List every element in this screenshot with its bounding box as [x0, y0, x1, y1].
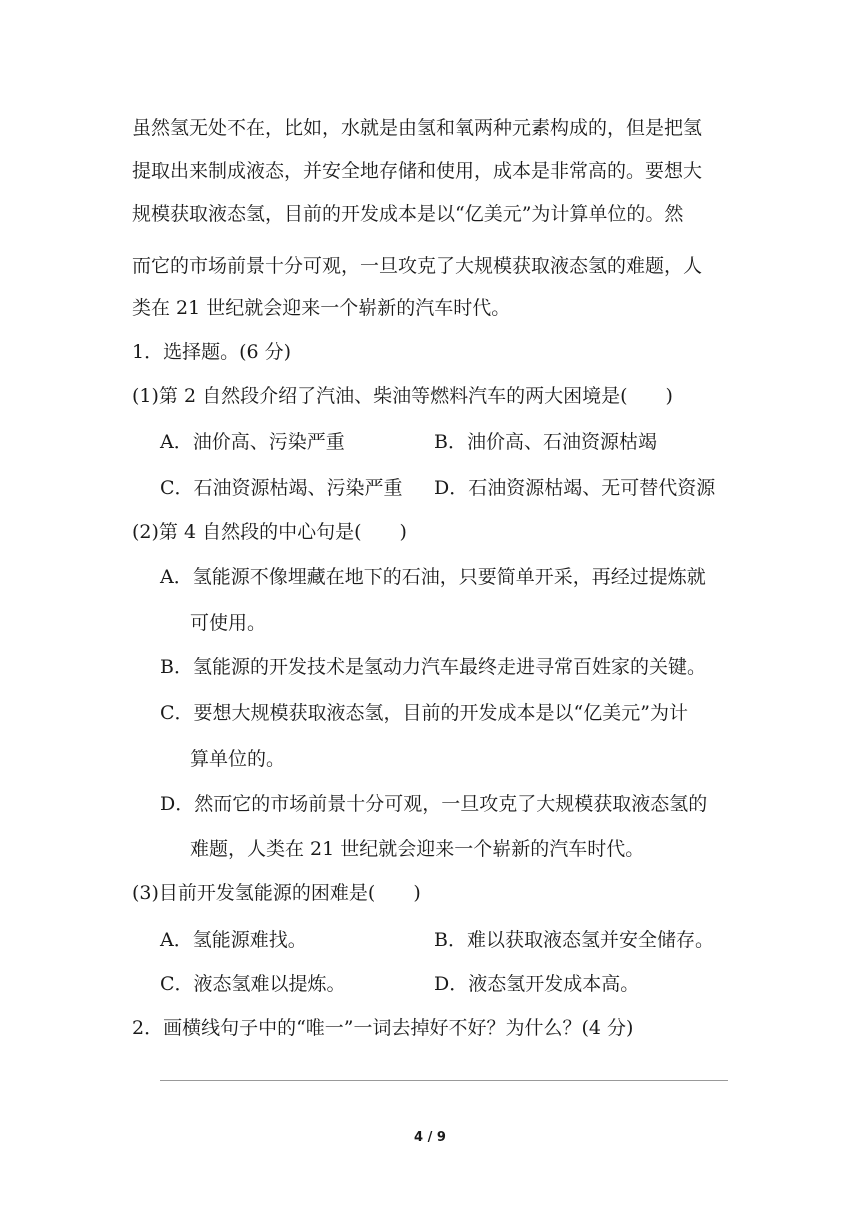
- option-d: D．石油资源枯竭、无可替代资源: [434, 477, 716, 499]
- option-c: C．要想大规模获取液态氢，目前的开发成本是以“亿美元”为计: [160, 702, 688, 724]
- passage-line: 虽然氢无处不在，比如，水就是由氢和氧两种元素构成的，但是把氢: [132, 117, 703, 139]
- sub-question-stem: (2)第 4 自然段的中心句是( ): [132, 521, 407, 543]
- passage-line: 而它的市场前景十分可观，一旦攻克了大规模获取液态氢的难题，人: [132, 255, 703, 277]
- passage-line: 提取出来制成液态，并安全地存储和使用，成本是非常高的。要想大: [132, 160, 703, 182]
- option-a: A．油价高、污染严重: [160, 431, 345, 453]
- passage-line: 类在 21 世纪就会迎来一个崭新的汽车时代。: [132, 297, 511, 319]
- sub-question-stem: (3)目前开发氢能源的困难是( ): [132, 882, 421, 904]
- option-d-continued: 难题，人类在 21 世纪就会迎来一个崭新的汽车时代。: [190, 838, 645, 860]
- question-title: 1．选择题。(6 分): [132, 341, 292, 363]
- sub-question-stem: (1)第 2 自然段介绍了汽油、柴油等燃料汽车的两大困境是( ): [132, 385, 673, 407]
- option-a: A．氢能源难找。: [160, 929, 307, 951]
- page-number: 4 / 9: [414, 1130, 446, 1145]
- answer-line[interactable]: [160, 1080, 728, 1081]
- option-a-continued: 可使用。: [190, 612, 267, 634]
- question-title: 2．画横线句子中的“唯一”一词去掉好不好？为什么？(4 分): [132, 1017, 634, 1039]
- option-c-continued: 算单位的。: [190, 748, 286, 770]
- option-b: B．氢能源的开发技术是氢动力汽车最终走进寻常百姓家的关键。: [160, 656, 706, 678]
- option-b: B．油价高、石油资源枯竭: [434, 431, 657, 453]
- option-a: A．氢能源不像埋藏在地下的石油，只要简单开采，再经过提炼就: [160, 566, 706, 588]
- option-d: D．然而它的市场前景十分可观，一旦攻克了大规模获取液态氢的: [160, 793, 708, 815]
- passage-line: 规模获取液态氢，目前的开发成本是以“亿美元”为计算单位的。然: [132, 203, 684, 225]
- option-d: D．液态氢开发成本高。: [434, 973, 640, 995]
- option-b: B．难以获取液态氢并安全储存。: [434, 929, 714, 951]
- option-c: C．液态氢难以提炼。: [160, 973, 346, 995]
- option-c: C．石油资源枯竭、污染严重: [160, 477, 403, 499]
